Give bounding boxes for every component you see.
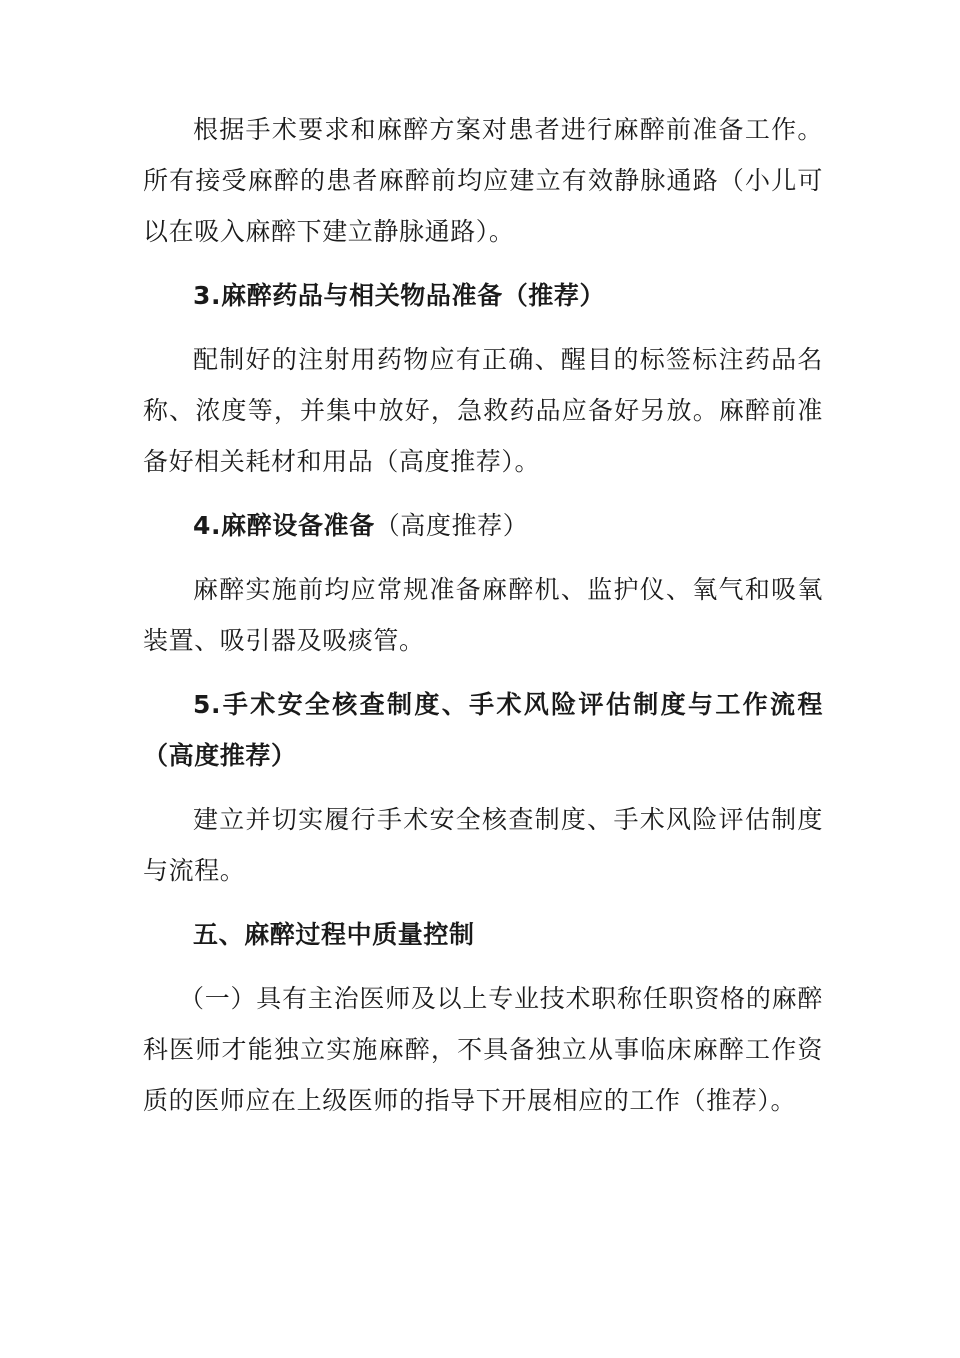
section-heading-3: 3.麻醉药品与相关物品准备（推荐） (193, 281, 606, 310)
section-body-3: 配制好的注射用药物应有正确、醒目的标签标注药品名称、浓度等，并集中放好，急救药品应备好另放。麻醉前准备好相关耗材和用品（高度推荐）。 (143, 345, 823, 476)
section-heading-4-title: 4.麻醉设备准备 (193, 511, 375, 540)
section-heading-4 (143, 500, 823, 551)
section-heading-4-note: （高度推荐） (374, 511, 529, 540)
intro-paragraph: 根据手术要求和麻醉方案对患者进行麻醉前准备工作。所有接受麻醉的患者麻醉前均应建立有效静脉通路（小儿可以在吸入麻醉下建立静脉通路）。 (143, 115, 823, 246)
numbered-item-1: （一）具有主治医师及以上专业技术职称任职资格的麻醉科医师才能独立实施麻醉，不具备独立从事临床麻醉工作资质的医师应在上级医师的指导下开展相应的工作（推荐）。 (143, 984, 823, 1115)
section-heading-5: 5.手术安全核查制度、手术风险评估制度与工作流程（高度推荐） (143, 690, 823, 770)
chapter-heading-5: 五、麻醉过程中质量控制 (193, 920, 475, 949)
document-page (143, 104, 823, 1126)
section-body-4: 麻醉实施前均应常规准备麻醉机、监护仪、氧气和吸氧装置、吸引器及吸痰管。 (143, 575, 823, 655)
section-body-5: 建立并切实履行手术安全核查制度、手术风险评估制度与流程。 (143, 805, 823, 885)
